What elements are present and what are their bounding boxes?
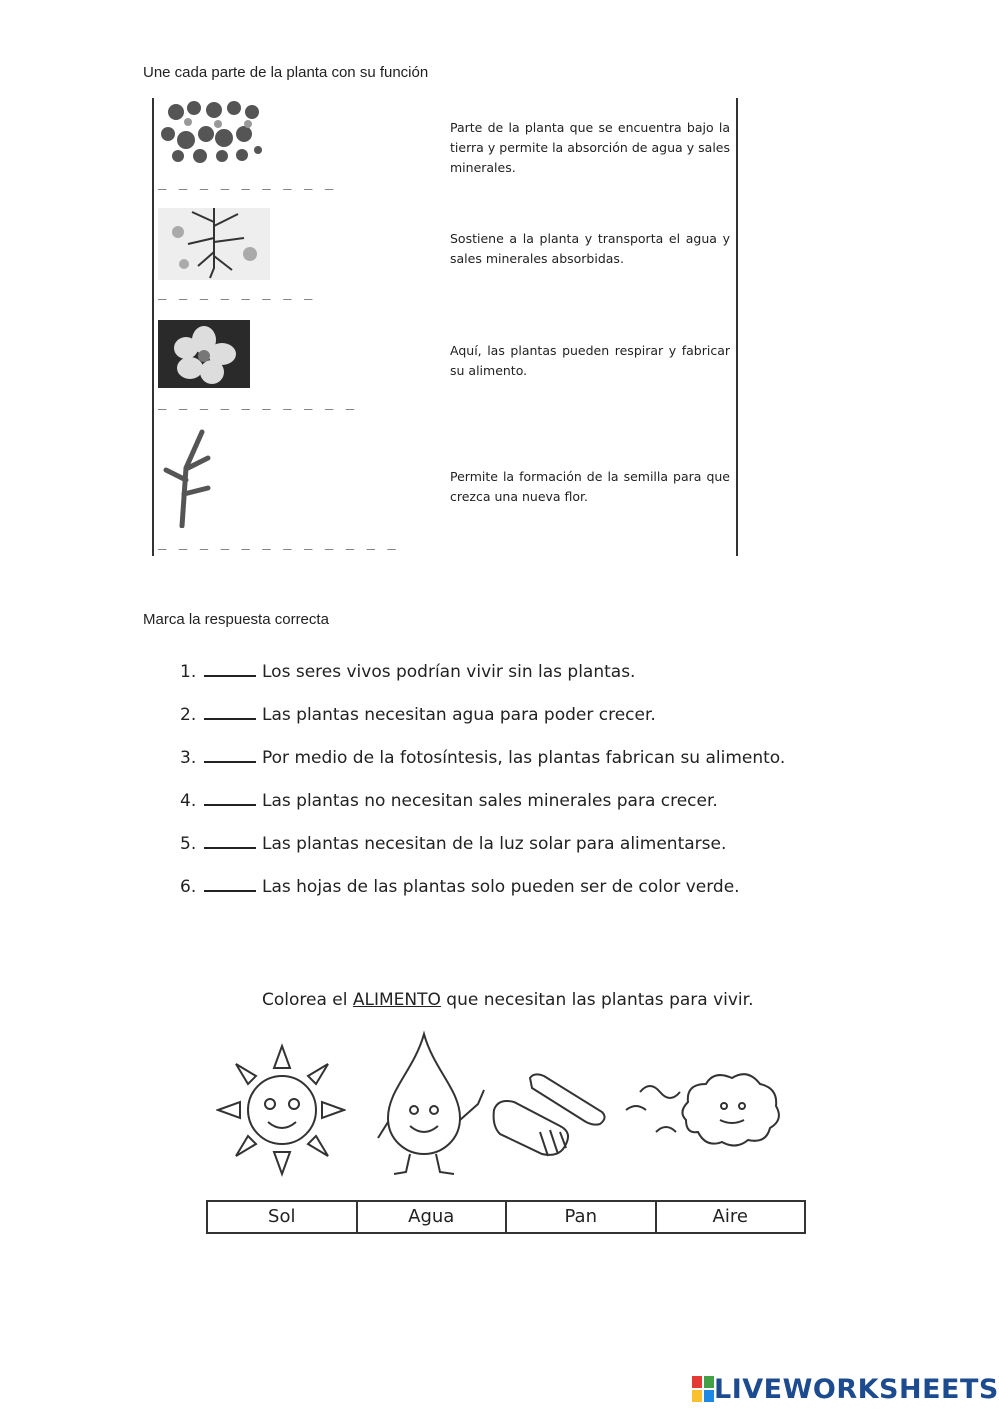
match-instruction: Une cada parte de la planta con su función	[143, 64, 429, 81]
brand-logo[interactable]	[692, 1372, 999, 1406]
sun-icon[interactable]	[216, 1038, 346, 1178]
question-number: 6.	[180, 877, 197, 897]
stem-icon	[158, 428, 218, 528]
title-pre: Colorea el	[262, 990, 353, 1010]
question-number: 3.	[180, 748, 197, 768]
answer-cell-agua[interactable]: Agua	[358, 1202, 508, 1232]
answer-blank[interactable]	[204, 833, 256, 849]
brand-name: LIVEWORKSHEETS	[714, 1373, 999, 1405]
question-number: 1.	[180, 662, 197, 682]
bread-icon[interactable]	[490, 1068, 610, 1164]
true-false-instruction: Marca la respuesta correcta	[143, 611, 329, 628]
function-description: Permite la formación de la semilla para que crezca una nueva flor.	[450, 469, 730, 504]
answer-blank[interactable]: _ _ _ _ _ _ _ _ _	[158, 174, 336, 190]
answer-blank[interactable]: _ _ _ _ _ _ _ _ _ _ _ _	[158, 534, 398, 550]
answer-blank[interactable]: _ _ _ _ _ _ _ _ _ _	[158, 394, 357, 410]
question-text: Por medio de la fotosíntesis, las plantas fabrican su alimento.	[262, 748, 786, 768]
question-row	[180, 661, 635, 682]
answer-blank[interactable]	[204, 704, 256, 720]
matching-panel	[152, 98, 738, 556]
question-row	[180, 704, 656, 725]
cloud-wind-icon[interactable]	[620, 1062, 784, 1152]
question-text: Los seres vivos podrían vivir sin las plantas.	[262, 662, 636, 682]
question-text: Las plantas no necesitan sales minerales para crecer.	[262, 791, 718, 811]
leaves-icon	[158, 100, 262, 164]
liveworksheets-logo-icon	[692, 1376, 714, 1402]
water-drop-icon[interactable]	[374, 1030, 490, 1180]
roots-icon	[158, 208, 270, 280]
question-text: Las plantas necesitan de la luz solar para alimentarse.	[262, 834, 727, 854]
flower-icon	[158, 320, 250, 388]
answer-blank[interactable]	[204, 876, 256, 892]
answer-cell-pan[interactable]: Pan	[507, 1202, 657, 1232]
question-number: 4.	[180, 791, 197, 811]
answer-table	[206, 1200, 806, 1234]
answer-cell-sol[interactable]: Sol	[208, 1202, 358, 1232]
question-row	[180, 747, 785, 768]
function-description: Aquí, las plantas pueden respirar y fabricar su alimento.	[450, 343, 730, 378]
answer-blank[interactable]	[204, 661, 256, 677]
question-text: Las hojas de las plantas solo pueden ser de color verde.	[262, 877, 740, 897]
function-description: Sostiene a la planta y transporta el agua y sales minerales absorbidas.	[450, 231, 730, 266]
answer-blank[interactable]: _ _ _ _ _ _ _ _	[158, 284, 315, 300]
answer-blank[interactable]	[204, 747, 256, 763]
answer-blank[interactable]	[204, 790, 256, 806]
question-row	[180, 833, 726, 854]
question-text: Las plantas necesitan agua para poder crecer.	[262, 705, 656, 725]
question-number: 5.	[180, 834, 197, 854]
question-row	[180, 876, 740, 897]
question-number: 2.	[180, 705, 197, 725]
answer-cell-aire[interactable]: Aire	[712, 1206, 748, 1227]
function-description: Parte de la planta que se encuentra bajo la tierra y permite la absorción de agua y sales minerales.	[450, 120, 730, 175]
coloring-title	[262, 990, 754, 1010]
question-row	[180, 790, 718, 811]
title-underlined: ALIMENTO	[352, 990, 441, 1010]
title-post: que necesitan las plantas para vivir.	[440, 990, 754, 1010]
